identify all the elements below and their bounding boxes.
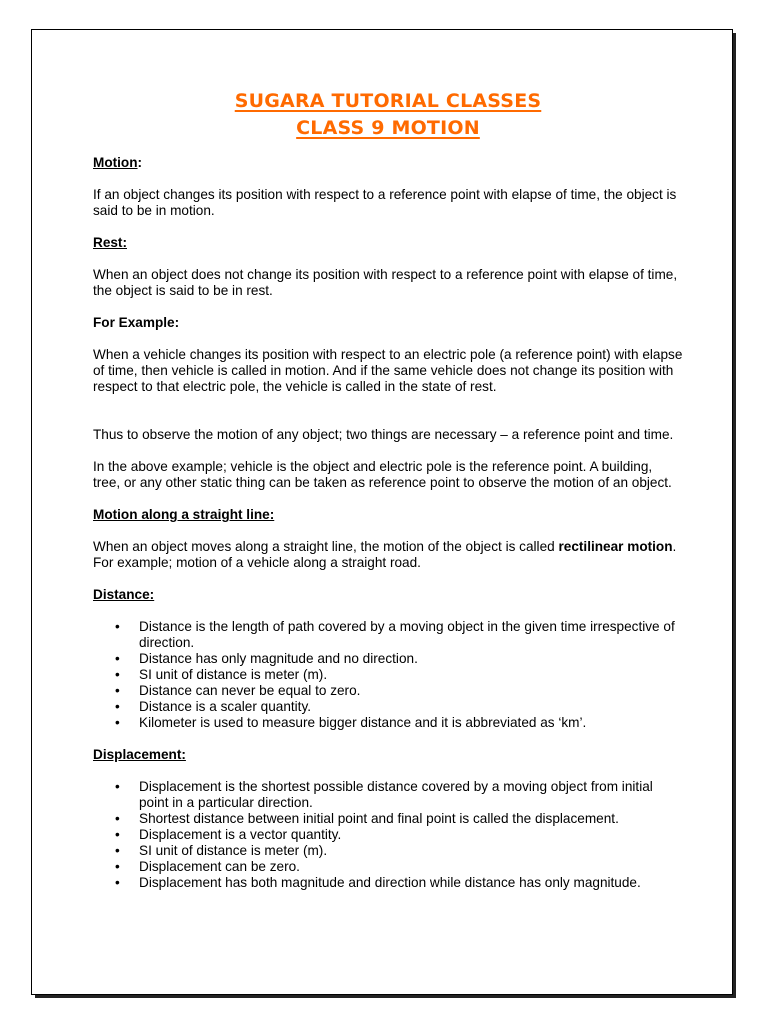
motion-heading: Motion: xyxy=(93,155,143,170)
list-item: • Displacement is a vector quantity. xyxy=(139,827,683,843)
displacement-heading: Displacement: xyxy=(93,747,186,762)
title-line-2: CLASS 9 MOTION xyxy=(296,117,480,139)
list-item: • Shortest distance between initial point and final point is called the displacement. xyxy=(139,811,683,827)
list-item: • Displacement is the shortest possible distance covered by a moving object from initial point in a particular direction. xyxy=(139,779,683,811)
distance-heading: Distance: xyxy=(93,587,155,602)
list-item: • Displacement can be zero. xyxy=(139,859,683,875)
list-item: • Distance has only magnitude and no direction. xyxy=(139,651,683,667)
rectilinear-motion-term: rectilinear motion xyxy=(558,539,673,554)
straight-line-text: When an object moves along a straight line, the motion of the object is called rectilinear motion. For example; motion of a vehicle along a straight road. xyxy=(93,539,677,570)
list-item: • Distance is the length of path covered by a moving object in the given time irrespective of direction. xyxy=(139,619,683,651)
list-item: • Distance is a scaler quantity. xyxy=(139,699,683,715)
document-content xyxy=(93,88,683,891)
rest-definition: When an object does not change its position with respect to a reference point with elapse of time, the object is said to be in rest. xyxy=(93,267,678,298)
displacement-list xyxy=(93,779,683,891)
paragraph-thus: Thus to observe the motion of any object; two things are necessary – a reference point and time. xyxy=(93,427,674,442)
list-item: • Displacement has both magnitude and direction while distance has only magnitude. xyxy=(139,875,683,891)
list-item: • SI unit of distance is meter (m). xyxy=(139,843,683,859)
distance-list xyxy=(93,619,683,731)
example-text: When a vehicle changes its position with respect to an electric pole (a reference point) with elapse of time, then vehicle is called in motion. And if the same vehicle does not change its position with respect to that electric pole, the vehicle is called in the state of rest. xyxy=(93,347,683,394)
straight-line-heading: Motion along a straight line: xyxy=(93,507,275,522)
page-shadow-right xyxy=(733,33,736,998)
rest-heading: Rest: xyxy=(93,235,127,250)
example-heading: For Example: xyxy=(93,315,180,330)
paragraph-above-example: In the above example; vehicle is the object and electric pole is the reference point. A building, tree, or any other static thing can be taken as reference point to observe the motion of an object. xyxy=(93,459,672,490)
document-title xyxy=(93,88,683,142)
list-item: • SI unit of distance is meter (m). xyxy=(139,667,683,683)
motion-definition: If an object changes its position with respect to a reference point with elapse of time, the object is said to be in motion. xyxy=(93,187,677,218)
title-line-1: SUGARA TUTORIAL CLASSES xyxy=(234,90,542,112)
list-item: • Distance can never be equal to zero. xyxy=(139,683,683,699)
page-shadow-bottom xyxy=(35,995,736,998)
list-item: • Kilometer is used to measure bigger distance and it is abbreviated as ‘km’. xyxy=(139,715,683,731)
